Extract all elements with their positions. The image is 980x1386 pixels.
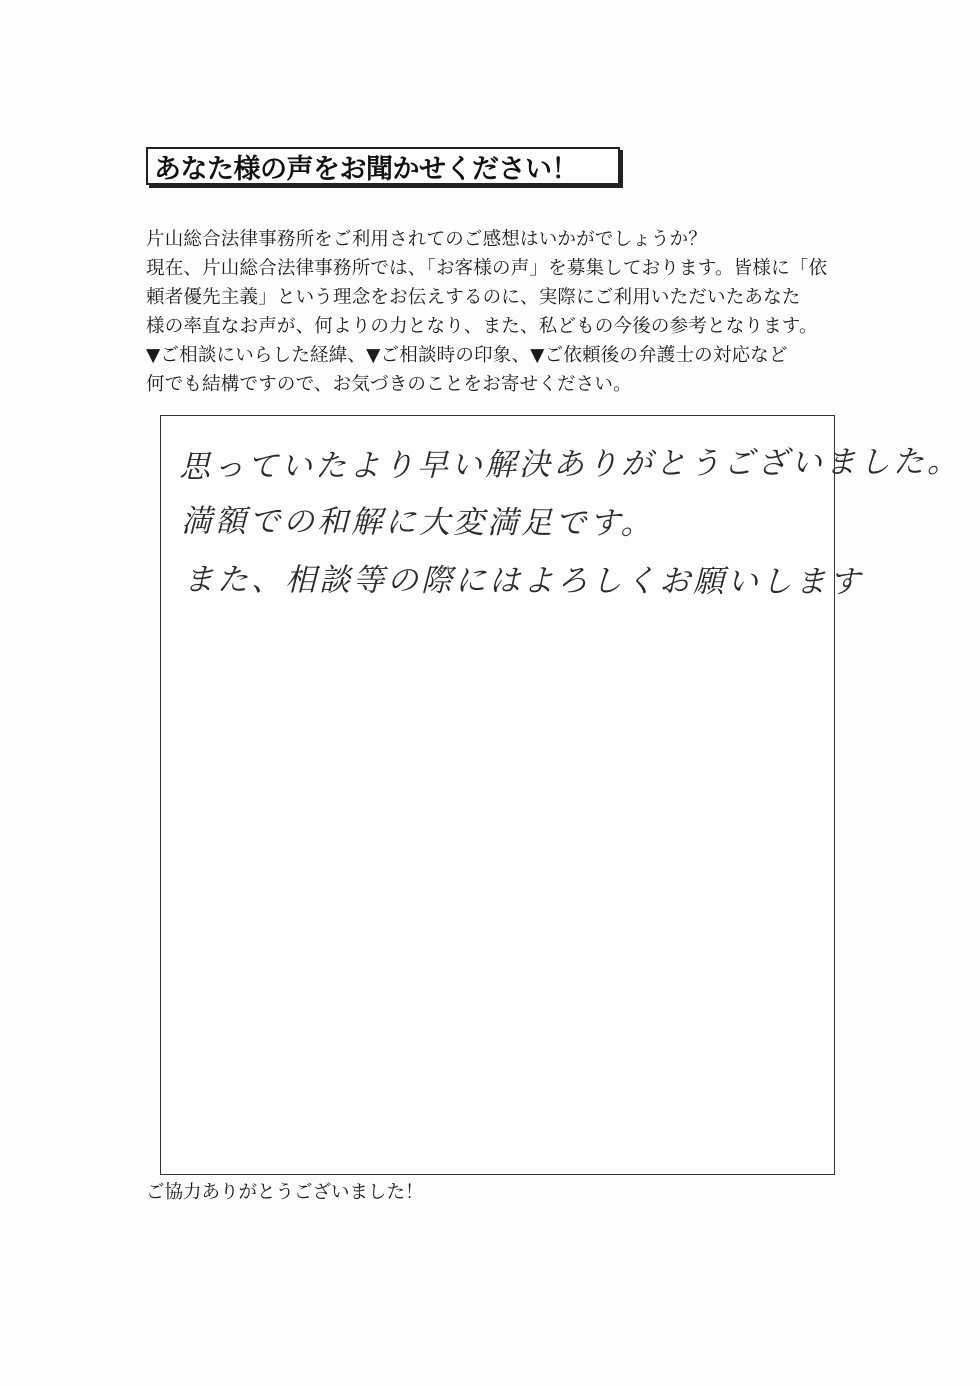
intro-line: 様の率直なお声が、何よりの力となり、また、私どもの今後の参考となります。	[146, 316, 818, 337]
intro-line: 現在、片山総合法律事務所では、「お客様の声」を募集しております。皆様に「依	[146, 258, 828, 279]
intro-line: 何でも結構ですので、お気づきのことをお寄せください。	[146, 374, 632, 395]
intro-text	[146, 225, 846, 399]
response-line: 満額での和解に大変満足です。	[180, 503, 655, 542]
response-line: また、相談等の際にはよろしくお願いします	[182, 561, 864, 601]
intro-line: 頼者優先主義」という理念をお伝えするのに、実際にご利用いただいたあなた	[146, 287, 801, 308]
form-title-box	[146, 147, 620, 185]
intro-line: ▼ご相談にいらした経緯、▼ご相談時の印象、▼ご依頼後の弁護士の対応など	[146, 345, 788, 366]
intro-line: 片山総合法律事務所をご利用されてのご感想はいかがでしょうか？	[146, 229, 708, 250]
response-line: 思っていたより早い解決ありがとうございました。	[178, 443, 962, 486]
closing-thanks: ご協力ありがとうございました！	[146, 1182, 424, 1203]
response-box	[160, 415, 962, 1175]
form-title: あなた様の声をお聞かせください！	[154, 153, 578, 185]
handwritten-response	[178, 436, 962, 610]
